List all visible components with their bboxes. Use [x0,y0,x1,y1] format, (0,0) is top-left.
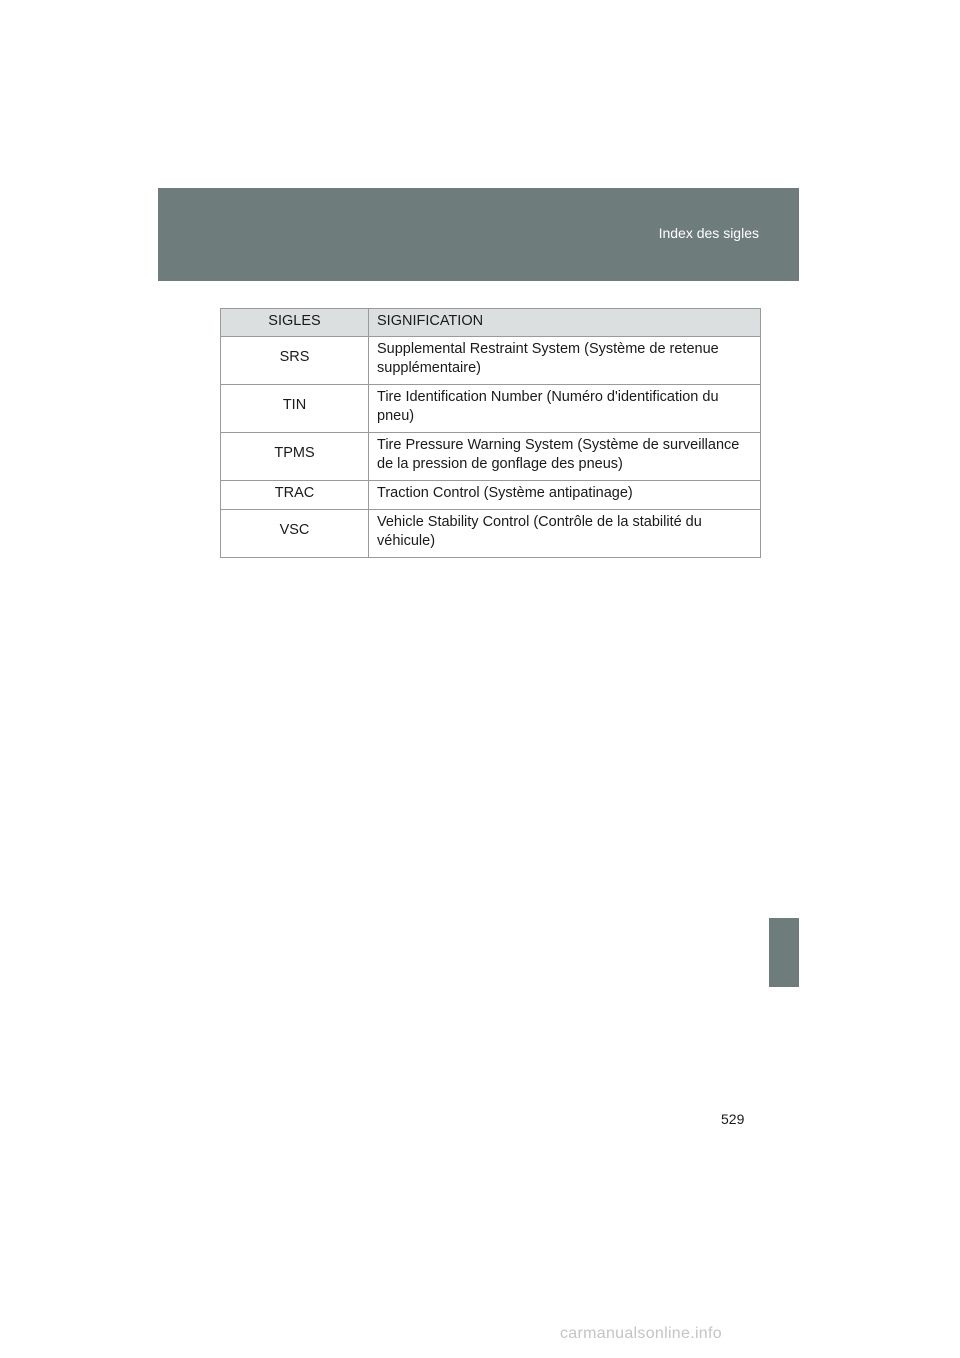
meaning-cell: Tire Identification Number (Numéro d'identification du pneu) [369,385,761,433]
acronym-cell: SRS [221,337,369,385]
header-band [158,188,799,281]
table-row [221,385,761,433]
table-header-row [221,309,761,337]
table-row [221,337,761,385]
meaning-cell: Tire Pressure Warning System (Système de surveillance de la pression de gonflage des pneus) [369,433,761,481]
meaning-cell: Supplemental Restraint System (Système de retenue supplémentaire) [369,337,761,385]
section-title: Index des sigles [658,225,759,241]
table-row [221,510,761,558]
meaning-cell: Vehicle Stability Control (Contrôle de la stabilité du véhicule) [369,510,761,558]
meaning-cell: Traction Control (Système antipatinage) [369,481,761,510]
acronym-cell: TRAC [221,481,369,510]
table-row [221,433,761,481]
page-number: 529 [721,1111,745,1127]
watermark: carmanualsonline.info [560,1325,722,1342]
acronym-cell: TPMS [221,433,369,481]
acronym-cell: VSC [221,510,369,558]
column-header-meaning: SIGNIFICATION [369,309,761,337]
acronym-table [220,308,761,558]
column-header-acronyms: SIGLES [221,309,369,337]
acronym-cell: TIN [221,385,369,433]
chapter-tab [769,918,799,987]
table-row [221,481,761,510]
